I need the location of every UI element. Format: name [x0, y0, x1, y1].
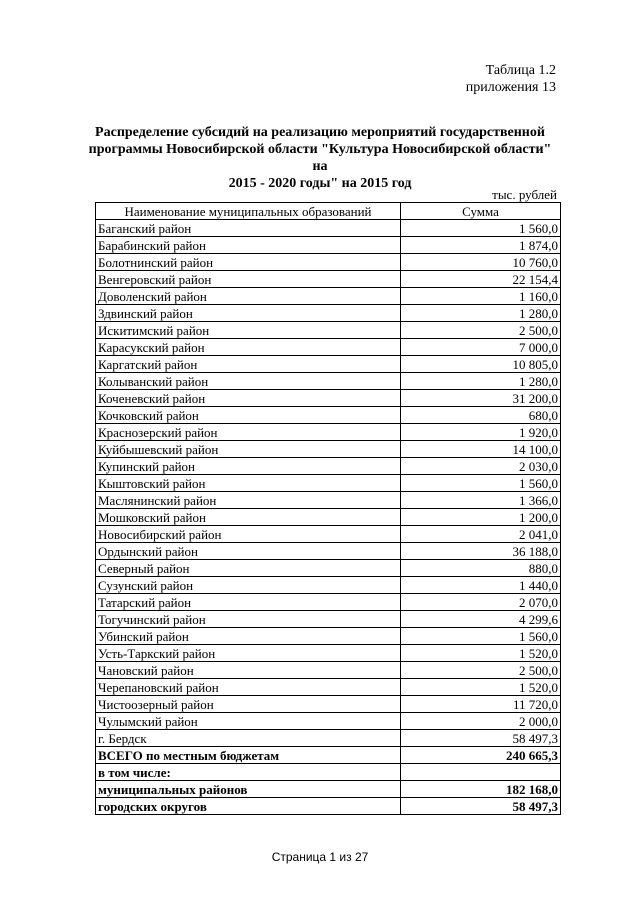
municipality-name: г. Бердск	[96, 730, 401, 747]
municipality-name: Кочковский район	[96, 407, 401, 424]
table-body	[96, 220, 561, 747]
table-row	[96, 577, 561, 594]
municipality-name: Здвинский район	[96, 305, 401, 322]
table-row	[96, 356, 561, 373]
including-row	[96, 764, 561, 781]
total-sum: 240 665,3	[401, 747, 561, 764]
table-row	[96, 322, 561, 339]
table-row	[96, 288, 561, 305]
municipality-name: Тогучинский район	[96, 611, 401, 628]
table-row	[96, 526, 561, 543]
subsidy-sum: 4 299,6	[401, 611, 561, 628]
table-header-row	[96, 203, 561, 220]
subsidy-sum: 36 188,0	[401, 543, 561, 560]
subsidy-sum: 10 805,0	[401, 356, 561, 373]
total-label: ВСЕГО по местным бюджетам	[96, 747, 401, 764]
subsidy-sum: 2 041,0	[401, 526, 561, 543]
subsidy-sum: 1 366,0	[401, 492, 561, 509]
municipality-name: Татарский район	[96, 594, 401, 611]
subsidy-sum: 1 560,0	[401, 475, 561, 492]
subsidy-sum: 58 497,3	[401, 730, 561, 747]
subsidy-sum: 1 280,0	[401, 373, 561, 390]
subsidy-sum: 1 280,0	[401, 305, 561, 322]
table-row	[96, 645, 561, 662]
urban-districts-row	[96, 798, 561, 815]
table-row	[96, 611, 561, 628]
table-row	[96, 475, 561, 492]
subsidy-sum: 680,0	[401, 407, 561, 424]
table-row	[96, 390, 561, 407]
table-row	[96, 560, 561, 577]
table-row	[96, 543, 561, 560]
subsidy-sum: 1 520,0	[401, 645, 561, 662]
urban-districts-sum: 58 497,3	[401, 798, 561, 815]
municipality-name: Искитимский район	[96, 322, 401, 339]
table-row	[96, 628, 561, 645]
subsidy-sum: 1 560,0	[401, 628, 561, 645]
municipality-name: Сузунский район	[96, 577, 401, 594]
table-row	[96, 492, 561, 509]
municipality-name: Мошковский район	[96, 509, 401, 526]
including-label: в том числе:	[96, 764, 401, 781]
appendix-number: приложения 13	[465, 80, 556, 95]
municipality-name: Чановский район	[96, 662, 401, 679]
including-empty-cell	[401, 764, 561, 781]
table-row	[96, 373, 561, 390]
subsidy-sum: 2 070,0	[401, 594, 561, 611]
municipality-name: Колыванский район	[96, 373, 401, 390]
subsidy-sum: 14 100,0	[401, 441, 561, 458]
municipality-name: Каргатский район	[96, 356, 401, 373]
table-row	[96, 254, 561, 271]
subsidies-table	[95, 202, 561, 815]
subsidy-sum: 1 920,0	[401, 424, 561, 441]
municipality-name: Купинский район	[96, 458, 401, 475]
municipality-name: Карасукский район	[96, 339, 401, 356]
subsidy-sum: 2 500,0	[401, 662, 561, 679]
subsidy-sum: 1 520,0	[401, 679, 561, 696]
municipality-name: Чулымский район	[96, 713, 401, 730]
municipality-name: Новосибирский район	[96, 526, 401, 543]
subsidy-sum: 1 160,0	[401, 288, 561, 305]
page-footer: Страница 1 из 27	[271, 850, 369, 864]
subsidy-sum: 31 200,0	[401, 390, 561, 407]
subsidy-sum: 2 000,0	[401, 713, 561, 730]
table-reference	[466, 62, 556, 96]
table-row	[96, 679, 561, 696]
table-row	[96, 662, 561, 679]
municipal-districts-sum: 182 168,0	[401, 781, 561, 798]
municipality-name: Баганский район	[96, 220, 401, 237]
table-row	[96, 407, 561, 424]
table-row	[96, 339, 561, 356]
subsidy-sum: 11 720,0	[401, 696, 561, 713]
subsidy-sum: 10 760,0	[401, 254, 561, 271]
table-row	[96, 509, 561, 526]
subsidy-sum: 2 030,0	[401, 458, 561, 475]
title-line-2: программы Новосибирской области "Культура Новосибирской области" на	[88, 142, 552, 174]
table-row	[96, 305, 561, 322]
subsidy-sum: 2 500,0	[401, 322, 561, 339]
subsidy-sum: 1 440,0	[401, 577, 561, 594]
municipal-districts-row	[96, 781, 561, 798]
title-line-3: 2015 - 2020 годы" на 2015 год	[228, 176, 412, 191]
municipality-name: Болотнинский район	[96, 254, 401, 271]
municipality-name: Усть-Таркский район	[96, 645, 401, 662]
municipality-name: Коченевский район	[96, 390, 401, 407]
subsidy-sum: 1 560,0	[401, 220, 561, 237]
table-row	[96, 220, 561, 237]
table-number: Таблица 1.2	[485, 63, 556, 78]
table-row	[96, 441, 561, 458]
municipality-name: Куйбышевский район	[96, 441, 401, 458]
subsidy-sum: 7 000,0	[401, 339, 561, 356]
subsidy-sum: 880,0	[401, 560, 561, 577]
subsidy-sum: 1 874,0	[401, 237, 561, 254]
municipality-name: Венгеровский район	[96, 271, 401, 288]
municipality-name: Северный район	[96, 560, 401, 577]
table-row	[96, 594, 561, 611]
municipality-name: Чистоозерный район	[96, 696, 401, 713]
municipality-name: Ордынский район	[96, 543, 401, 560]
table-row	[96, 458, 561, 475]
municipality-name: Черепановский район	[96, 679, 401, 696]
municipal-districts-label: муниципальных районов	[96, 781, 401, 798]
municipality-name: Маслянинский район	[96, 492, 401, 509]
municipality-name: Кыштовский район	[96, 475, 401, 492]
municipality-name: Краснозерский район	[96, 424, 401, 441]
subsidy-sum: 22 154,4	[401, 271, 561, 288]
table-row	[96, 696, 561, 713]
municipality-name: Доволенский район	[96, 288, 401, 305]
table-row	[96, 730, 561, 747]
title-line-1: Распределение субсидий на реализацию мероприятий государственной	[95, 125, 545, 140]
document-title	[80, 124, 560, 192]
municipality-name: Барабинский район	[96, 237, 401, 254]
table-row	[96, 271, 561, 288]
units-label: тыс. рублей	[492, 187, 557, 202]
table-row	[96, 713, 561, 730]
table-row	[96, 237, 561, 254]
table-row	[96, 424, 561, 441]
subsidy-sum: 1 200,0	[401, 509, 561, 526]
municipality-name: Убинский район	[96, 628, 401, 645]
column-header-sum: Сумма	[401, 203, 561, 220]
column-header-name: Наименование муниципальных образований	[96, 203, 401, 220]
total-row	[96, 747, 561, 764]
urban-districts-label: городских округов	[96, 798, 401, 815]
